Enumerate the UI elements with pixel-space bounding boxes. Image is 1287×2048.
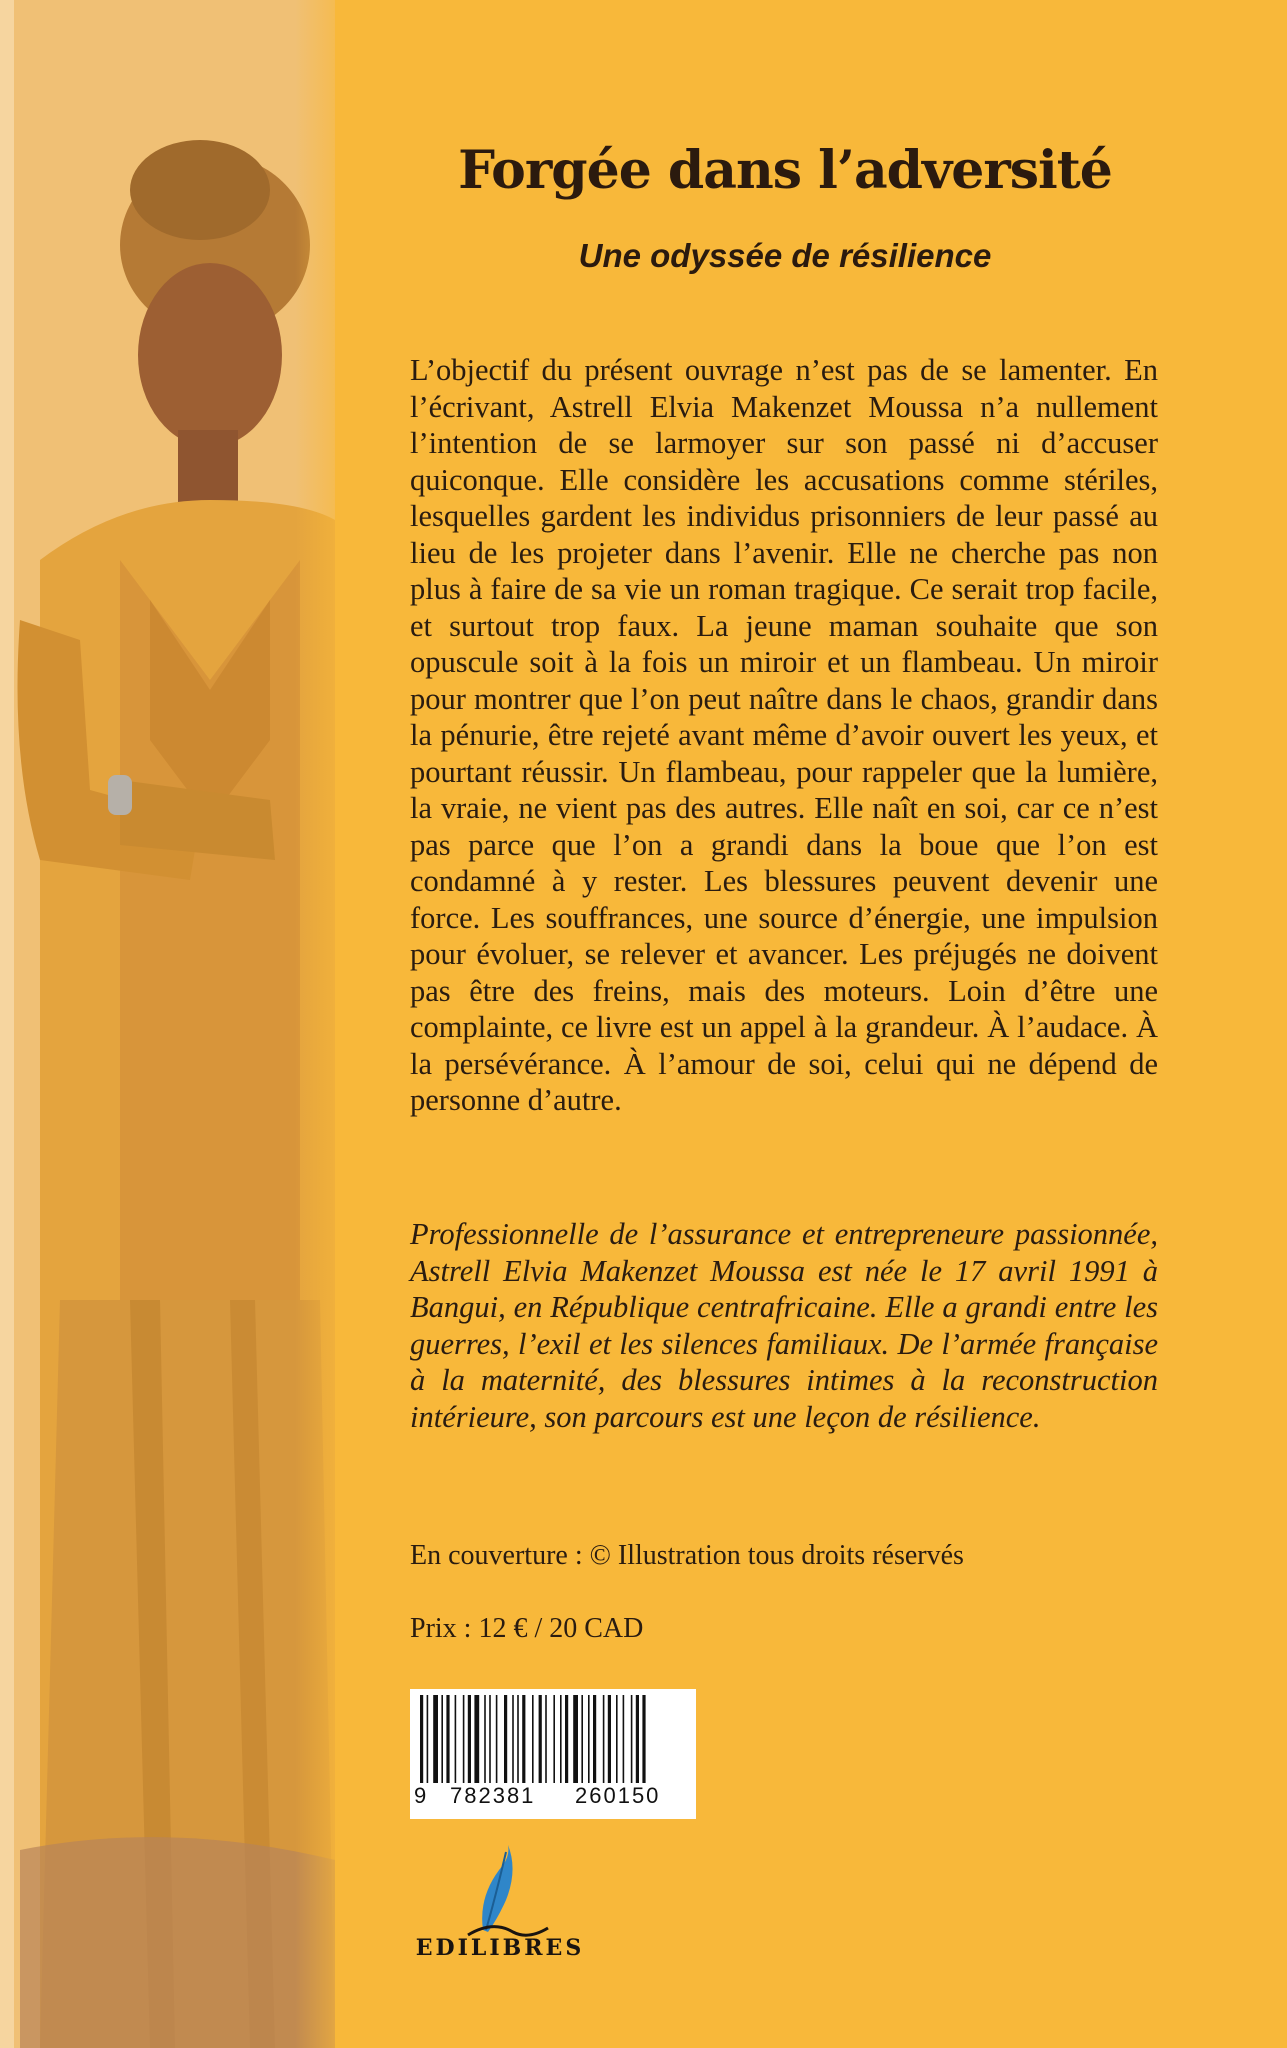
barcode-bar xyxy=(420,1695,423,1783)
barcode-digits-right: 260150 xyxy=(575,1783,661,1808)
feather-quill-icon xyxy=(448,1840,598,1950)
barcode-bar xyxy=(496,1695,498,1783)
publisher-name: EDILIBRES xyxy=(415,1935,585,1961)
author-photo xyxy=(0,0,335,2048)
author-portrait-illustration xyxy=(0,0,335,2048)
barcode-bar xyxy=(573,1695,578,1783)
author-bio: Professionnelle de l’assurance et entrepreneure passionnée, Astrell Elvia Makenzet Moussa est née le 17 avril 1991 à Bangui, en République centrafricaine. Elle a grandi entre les guerres, l’exil et les silences familiaux. De l’armée française à la maternité, des blessures intimes à la reconstruction intérieure, son parcours est une leçon de résilience. xyxy=(410,1217,1158,1434)
barcode-bar xyxy=(623,1695,625,1783)
barcode-bar xyxy=(504,1695,507,1783)
barcode-digits xyxy=(410,1781,696,1815)
price: Prix : 12 € / 20 CAD xyxy=(410,1613,644,1644)
barcode-bar xyxy=(565,1695,568,1783)
book-subtitle: Une odyssée de résilience xyxy=(578,237,992,274)
book-title: Forgée dans l’adversité xyxy=(458,140,1112,201)
barcode-bar xyxy=(631,1695,633,1783)
barcode-digit-first: 9 xyxy=(414,1783,427,1808)
barcode-bar xyxy=(545,1695,547,1783)
barcode-bar xyxy=(463,1695,465,1783)
barcode-bar xyxy=(553,1695,555,1783)
barcode-bars xyxy=(420,1695,686,1785)
isbn-barcode xyxy=(410,1689,696,1819)
barcode-bar xyxy=(455,1695,457,1783)
barcode-bar xyxy=(512,1695,514,1783)
barcode-bar xyxy=(474,1695,479,1783)
barcode-bar xyxy=(560,1695,562,1783)
cover-credit: En couverture : © Illustration tous droits réservés xyxy=(410,1540,964,1571)
barcode-bar xyxy=(636,1695,639,1783)
barcode-bar xyxy=(522,1695,525,1783)
barcode-bar xyxy=(468,1695,471,1783)
barcode-bar xyxy=(593,1695,596,1783)
barcode-bar xyxy=(539,1695,542,1783)
barcode-bar xyxy=(608,1695,611,1783)
barcode-bar xyxy=(441,1695,443,1783)
barcode-bar xyxy=(642,1695,645,1783)
barcode-bar xyxy=(603,1695,605,1783)
barcode-bar xyxy=(427,1695,429,1783)
synopsis-paragraph: L’objectif du présent ouvrage n’est pas de se lamenter. En l’écrivant, Astrell Elvia Makenzet Moussa n’a nullement l’intention de se larmoyer sur son passé ni d’accuser quiconque. Elle considère les accusations comme stériles, lesquelles gardent les individus prisonniers de leur passé au lieu de les projeter dans l’avenir. Elle ne cherche pas non plus à faire de sa vie un roman tragique. Ce serait trop facile, et surtout trop faux. La jeune maman souhaite que son opuscule soit à la fois un miroir et un flambeau. Un miroir pour montrer que l’on peut naître dans le chaos, grandir dans la pénurie, être rejeté avant même d’avoir ouvert les yeux, et pourtant réussir. Un flambeau, pour rappeler que la lumière, la vraie, ne vient pas des autres. Elle naît en soi, car ce n’est pas parce que l’on a grandi dans la boue que l’on est condamné à y rester. Les blessures peuvent devenir une force. Les souffrances, une source d’énergie, une impulsion pour évoluer, se relever et avancer. Les préjugés ne doivent pas être des freins, mais des moteurs. Loin d’être une complainte, ce livre est un appel à la grandeur. À l’audace. À la persévérance. À l’amour de soi, celui qui ne dépend de personne d’autre. xyxy=(410,353,1158,1117)
barcode-bar xyxy=(616,1695,618,1783)
barcode-bar xyxy=(446,1695,449,1783)
barcode-bar xyxy=(489,1695,491,1783)
barcode-bar xyxy=(433,1695,438,1783)
barcode-bar xyxy=(517,1695,519,1783)
barcode-bar xyxy=(581,1695,583,1783)
barcode-bar xyxy=(484,1695,486,1783)
photo-fade-overlay xyxy=(295,0,335,2048)
barcode-bar xyxy=(532,1695,534,1783)
barcode-bar xyxy=(588,1695,590,1783)
barcode-digits-left: 782381 xyxy=(450,1783,536,1808)
